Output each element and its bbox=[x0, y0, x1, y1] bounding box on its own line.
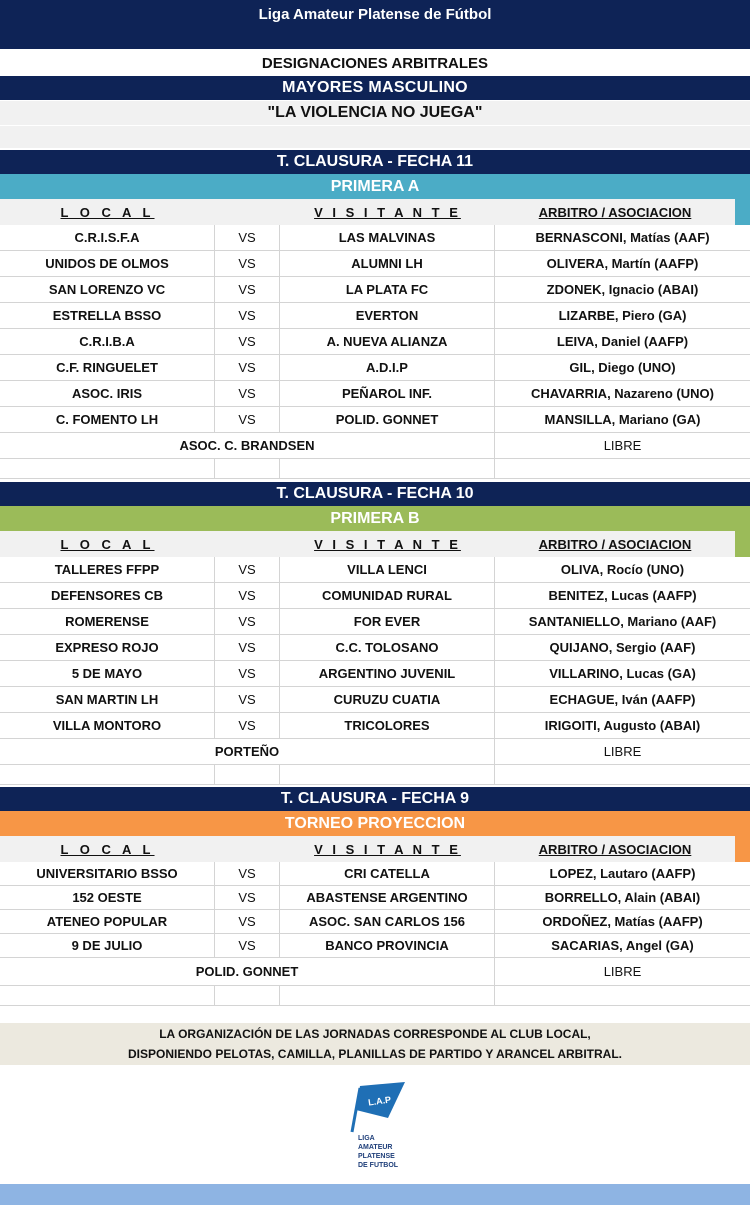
local-team-cell: C.R.I.S.F.A bbox=[0, 225, 215, 250]
table-row bbox=[0, 635, 750, 661]
visitor-team-cell: VILLA LENCI bbox=[280, 557, 495, 582]
libre-label-cell: LIBRE bbox=[603, 438, 642, 453]
referee-cell: ZDONEK, Ignacio (ABAI) bbox=[546, 282, 699, 297]
spacer bbox=[0, 126, 750, 148]
referee-cell: MANSILLA, Mariano (GA) bbox=[544, 412, 701, 427]
visitor-team-cell: ALUMNI LH bbox=[280, 251, 495, 276]
visitor-team-cell: EVERTON bbox=[280, 303, 495, 328]
visitor-team-cell: LA PLATA FC bbox=[280, 277, 495, 302]
column-local: L O C A L bbox=[60, 536, 155, 552]
slogan-banner: "LA VIOLENCIA NO JUEGA" bbox=[0, 101, 750, 125]
bottom-bar bbox=[0, 1184, 750, 1205]
local-team-cell: C. FOMENTO LH bbox=[0, 407, 215, 432]
referee-cell: BENITEZ, Lucas (AAFP) bbox=[548, 588, 697, 603]
vs-cell: VS bbox=[215, 661, 280, 686]
referee-cell: LOPEZ, Lautaro (AAFP) bbox=[549, 866, 696, 881]
local-team-cell: C.F. RINGUELET bbox=[0, 355, 215, 380]
libre-team-cell: ASOC. C. BRANDSEN bbox=[0, 433, 495, 458]
local-team-cell: SAN LORENZO VC bbox=[0, 277, 215, 302]
local-team-cell: C.R.I.B.A bbox=[0, 329, 215, 354]
table-row bbox=[0, 407, 750, 433]
table-row bbox=[0, 381, 750, 407]
category-banner: MAYORES MASCULINO bbox=[0, 76, 750, 100]
visitor-team-cell: ARGENTINO JUVENIL bbox=[280, 661, 495, 686]
visitor-team-cell: A. NUEVA ALIANZA bbox=[280, 329, 495, 354]
table-header bbox=[0, 836, 750, 862]
spacer-row bbox=[0, 986, 750, 1006]
referee-cell: BORRELLO, Alain (ABAI) bbox=[544, 890, 701, 905]
vs-cell: VS bbox=[215, 934, 280, 957]
lap-flag-icon bbox=[330, 1080, 420, 1175]
fecha-banner: T. CLAUSURA - FECHA 9 bbox=[0, 787, 750, 811]
table-row bbox=[0, 910, 750, 934]
libre-row bbox=[0, 958, 750, 986]
logo-flag-text: L.A.P bbox=[367, 1094, 392, 1108]
vs-cell: VS bbox=[215, 910, 280, 933]
visitor-team-cell: TRICOLORES bbox=[280, 713, 495, 738]
column-local: L O C A L bbox=[60, 204, 155, 220]
referee-cell: ECHAGUE, Iván (AAFP) bbox=[549, 692, 696, 707]
visitor-team-cell: CRI CATELLA bbox=[280, 862, 495, 885]
spacer-row bbox=[0, 765, 750, 785]
column-visitante: V I S I T A N T E bbox=[314, 841, 461, 857]
local-team-cell: DEFENSORES CB bbox=[0, 583, 215, 608]
visitor-team-cell: C.C. TOLOSANO bbox=[280, 635, 495, 660]
referee-cell: VILLARINO, Lucas (GA) bbox=[549, 666, 696, 681]
division-banner: PRIMERA B bbox=[0, 506, 750, 531]
referee-cell: LEIVA, Daniel (AAFP) bbox=[556, 334, 689, 349]
table-row bbox=[0, 862, 750, 886]
table-row bbox=[0, 661, 750, 687]
table-row bbox=[0, 225, 750, 251]
footer-line-1: LA ORGANIZACIÓN DE LAS JORNADAS CORRESPONDE AL CLUB LOCAL, bbox=[159, 1027, 591, 1041]
libre-team-cell: POLID. GONNET bbox=[0, 958, 495, 985]
local-team-cell: VILLA MONTORO bbox=[0, 713, 215, 738]
local-team-cell: 9 DE JULIO bbox=[0, 934, 215, 957]
referee-cell: OLIVA, Rocío (UNO) bbox=[560, 562, 685, 577]
referee-cell: OLIVERA, Martín (AAFP) bbox=[546, 256, 699, 271]
referee-cell: BERNASCONI, Matías (AAF) bbox=[535, 230, 710, 245]
table-row bbox=[0, 713, 750, 739]
vs-cell: VS bbox=[215, 329, 280, 354]
libre-row bbox=[0, 739, 750, 765]
visitor-team-cell: COMUNIDAD RURAL bbox=[280, 583, 495, 608]
designaciones-heading: DESIGNACIONES ARBITRALES bbox=[261, 54, 489, 72]
table-row bbox=[0, 934, 750, 958]
division-banner: TORNEO PROYECCION bbox=[0, 811, 750, 836]
table-row bbox=[0, 355, 750, 381]
visitor-team-cell: ABASTENSE ARGENTINO bbox=[280, 886, 495, 909]
table-row bbox=[0, 687, 750, 713]
section-proyeccion bbox=[0, 787, 750, 1006]
referee-cell: IRIGOITI, Augusto (ABAI) bbox=[544, 718, 701, 733]
local-team-cell: EXPRESO ROJO bbox=[0, 635, 215, 660]
table-row bbox=[0, 277, 750, 303]
vs-cell: VS bbox=[215, 609, 280, 634]
page-title: Liga Amateur Platense de Fútbol bbox=[0, 0, 750, 49]
referee-cell: CHAVARRIA, Nazareno (UNO) bbox=[531, 386, 714, 401]
table-row bbox=[0, 583, 750, 609]
table-row bbox=[0, 329, 750, 355]
footer-note bbox=[0, 1023, 750, 1065]
table-header bbox=[0, 531, 750, 557]
fecha-banner: T. CLAUSURA - FECHA 11 bbox=[0, 150, 750, 174]
visitor-team-cell: A.D.I.P bbox=[280, 355, 495, 380]
referee-cell: QUIJANO, Sergio (AAF) bbox=[549, 640, 696, 655]
visitor-team-cell: FOR EVER bbox=[280, 609, 495, 634]
column-visitante: V I S I T A N T E bbox=[314, 204, 461, 220]
visitor-team-cell: CURUZU CUATIA bbox=[280, 687, 495, 712]
local-team-cell: 5 DE MAYO bbox=[0, 661, 215, 686]
column-local: L O C A L bbox=[60, 841, 155, 857]
table-row bbox=[0, 251, 750, 277]
vs-cell: VS bbox=[215, 381, 280, 406]
vs-cell: VS bbox=[215, 583, 280, 608]
logo-line-4: DE FUTBOL bbox=[358, 1162, 399, 1169]
local-team-cell: 152 OESTE bbox=[0, 886, 215, 909]
logo-line-1: LIGA bbox=[358, 1135, 375, 1142]
vs-cell: VS bbox=[215, 277, 280, 302]
vs-cell: VS bbox=[215, 886, 280, 909]
table-row bbox=[0, 609, 750, 635]
referee-cell: SANTANIELLO, Mariano (AAF) bbox=[528, 614, 717, 629]
vs-cell: VS bbox=[215, 713, 280, 738]
local-team-cell: ASOC. IRIS bbox=[0, 381, 215, 406]
logo-line-2: AMATEUR bbox=[358, 1144, 393, 1151]
libre-label-cell: LIBRE bbox=[603, 964, 642, 979]
column-arbitro: ARBITRO / ASOCIACION bbox=[538, 536, 692, 552]
local-team-cell: TALLERES FFPP bbox=[0, 557, 215, 582]
column-arbitro: ARBITRO / ASOCIACION bbox=[538, 841, 692, 857]
libre-team-cell: PORTEÑO bbox=[0, 739, 495, 764]
column-arbitro: ARBITRO / ASOCIACION bbox=[538, 204, 692, 220]
vs-cell: VS bbox=[215, 557, 280, 582]
spacer-row bbox=[0, 459, 750, 479]
local-team-cell: ROMERENSE bbox=[0, 609, 215, 634]
vs-cell: VS bbox=[215, 407, 280, 432]
logo-line-3: PLATENSE bbox=[358, 1153, 395, 1160]
local-team-cell: UNIVERSITARIO BSSO bbox=[0, 862, 215, 885]
referee-cell: SACARIAS, Angel (GA) bbox=[551, 938, 694, 953]
section-primera-b bbox=[0, 482, 750, 785]
fecha-banner: T. CLAUSURA - FECHA 10 bbox=[0, 482, 750, 506]
visitor-team-cell: LAS MALVINAS bbox=[280, 225, 495, 250]
division-banner: PRIMERA A bbox=[0, 174, 750, 199]
vs-cell: VS bbox=[215, 251, 280, 276]
column-visitante: V I S I T A N T E bbox=[314, 536, 461, 552]
footer-line-2: DISPONIENDO PELOTAS, CAMILLA, PLANILLAS DE PARTIDO Y ARANCEL ARBITRAL. bbox=[127, 1047, 622, 1061]
table-row bbox=[0, 886, 750, 910]
local-team-cell: ATENEO POPULAR bbox=[0, 910, 215, 933]
table-row bbox=[0, 303, 750, 329]
vs-cell: VS bbox=[215, 635, 280, 660]
visitor-team-cell: POLID. GONNET bbox=[280, 407, 495, 432]
local-team-cell: ESTRELLA BSSO bbox=[0, 303, 215, 328]
table-row bbox=[0, 557, 750, 583]
referee-cell: ORDOÑEZ, Matías (AAFP) bbox=[542, 914, 703, 929]
libre-label-cell: LIBRE bbox=[603, 744, 642, 759]
visitor-team-cell: PEÑAROL INF. bbox=[280, 381, 495, 406]
table-header bbox=[0, 199, 750, 225]
vs-cell: VS bbox=[215, 687, 280, 712]
vs-cell: VS bbox=[215, 225, 280, 250]
vs-cell: VS bbox=[215, 355, 280, 380]
vs-cell: VS bbox=[215, 862, 280, 885]
referee-cell: LIZARBE, Piero (GA) bbox=[558, 308, 687, 323]
lap-logo bbox=[330, 1080, 420, 1175]
visitor-team-cell: BANCO PROVINCIA bbox=[280, 934, 495, 957]
referee-cell: GIL, Diego (UNO) bbox=[569, 360, 676, 375]
section-primera-a bbox=[0, 150, 750, 479]
local-team-cell: SAN MARTIN LH bbox=[0, 687, 215, 712]
vs-cell: VS bbox=[215, 303, 280, 328]
local-team-cell: UNIDOS DE OLMOS bbox=[0, 251, 215, 276]
visitor-team-cell: ASOC. SAN CARLOS 156 bbox=[280, 910, 495, 933]
libre-row bbox=[0, 433, 750, 459]
